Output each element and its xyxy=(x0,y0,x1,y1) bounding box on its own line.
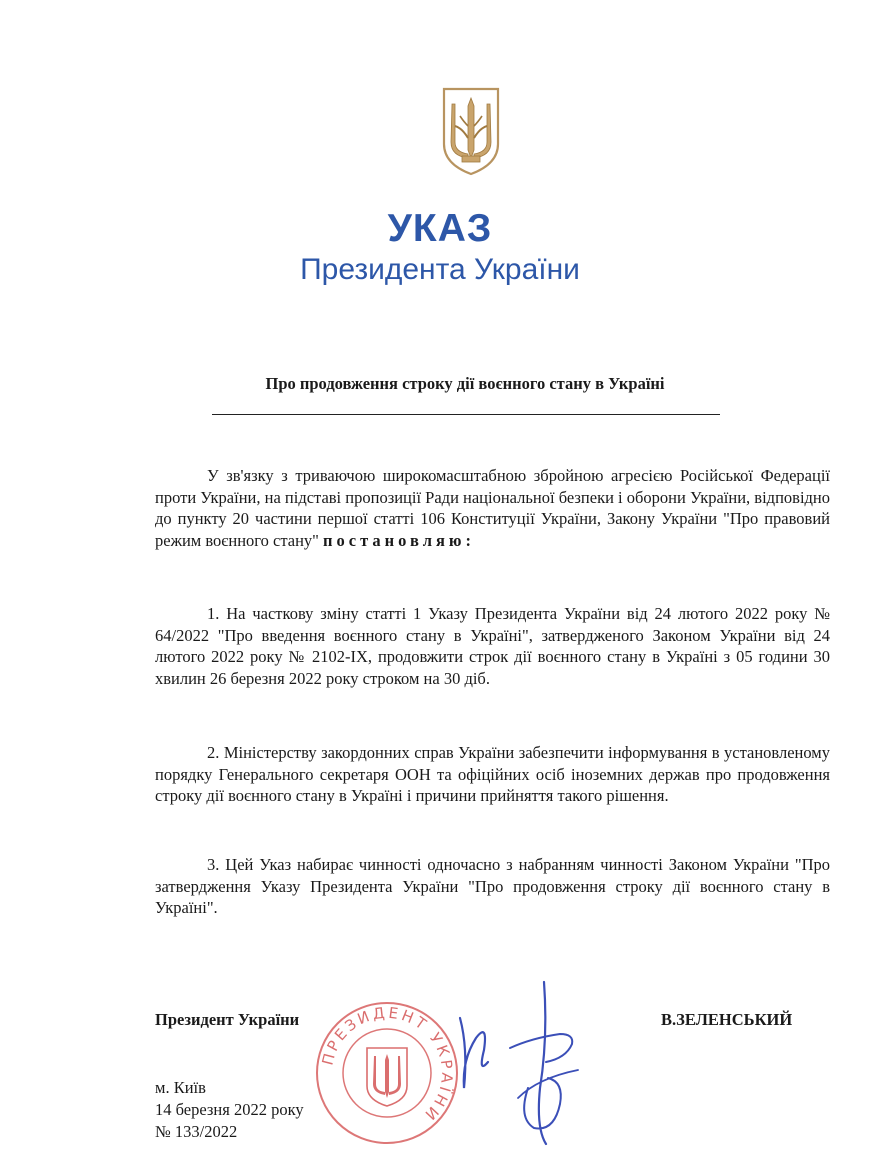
item-3: 3. Цей Указ набирає чинності одночасно з набранням чинності Законом України "Про затвердження Указу Президента України "Про продовження строку дії воєнного стану в Україні". xyxy=(155,855,830,917)
decree-subject: Про продовження строку дії воєнного стану в Україні xyxy=(265,374,665,393)
tryzub-icon xyxy=(440,86,502,176)
seal-tryzub-icon xyxy=(367,1048,407,1106)
document-subtitle: Президента України xyxy=(300,253,580,286)
document-title: УКАЗ xyxy=(387,207,493,250)
issue-date: 14 березня 2022 року xyxy=(155,1100,304,1119)
svg-text:ПРЕЗИДЕНТ УКРАЇНИ: ПРЕЗИДЕНТ УКРАЇНИ xyxy=(318,1003,457,1126)
signatory-position: Президент України xyxy=(155,1010,300,1029)
decree-word: постановляю: xyxy=(323,530,475,550)
presidential-seal xyxy=(312,998,462,1148)
handwritten-signature-icon xyxy=(448,978,598,1148)
issue-place: м. Київ xyxy=(155,1078,206,1097)
item-1: 1. На часткову зміну статті 1 Указу Президента України від 24 лютого 2022 року № 64/2022 "Про введення воєнного стану в Україні", затвердженого Законом України від 24 лютого 2022 року № 2102-IX, продовжити строк дії воєнного стану в Україні з 05 години 30 хвилин 26 березня 2022 року строком на 30 діб. xyxy=(155,604,830,688)
item-2: 2. Міністерству закордонних справ України забезпечити інформування в установленому порядку Генерального секретаря ООН та офіційних осіб іноземних держав про продовження строку дії воєнного стану в Україні і причини прийняття такого рішення. xyxy=(155,743,830,805)
issue-details xyxy=(155,1077,304,1143)
decree-number: № 133/2022 xyxy=(155,1122,238,1141)
subject-underline xyxy=(212,414,720,415)
preamble-paragraph xyxy=(155,465,830,551)
signatory-name: В.ЗЕЛЕНСЬКИЙ xyxy=(661,1010,793,1029)
preamble-text: У зв'язку з триваючою широкомасштабною збройною агресією Російської Федерації проти України, на підставі пропозиції Ради національної безпеки і оборони України, відповідно до пункту 20 частини першої статті 106 Конституції України, Закону України "Про правовий режим воєнного стану" xyxy=(155,466,830,550)
